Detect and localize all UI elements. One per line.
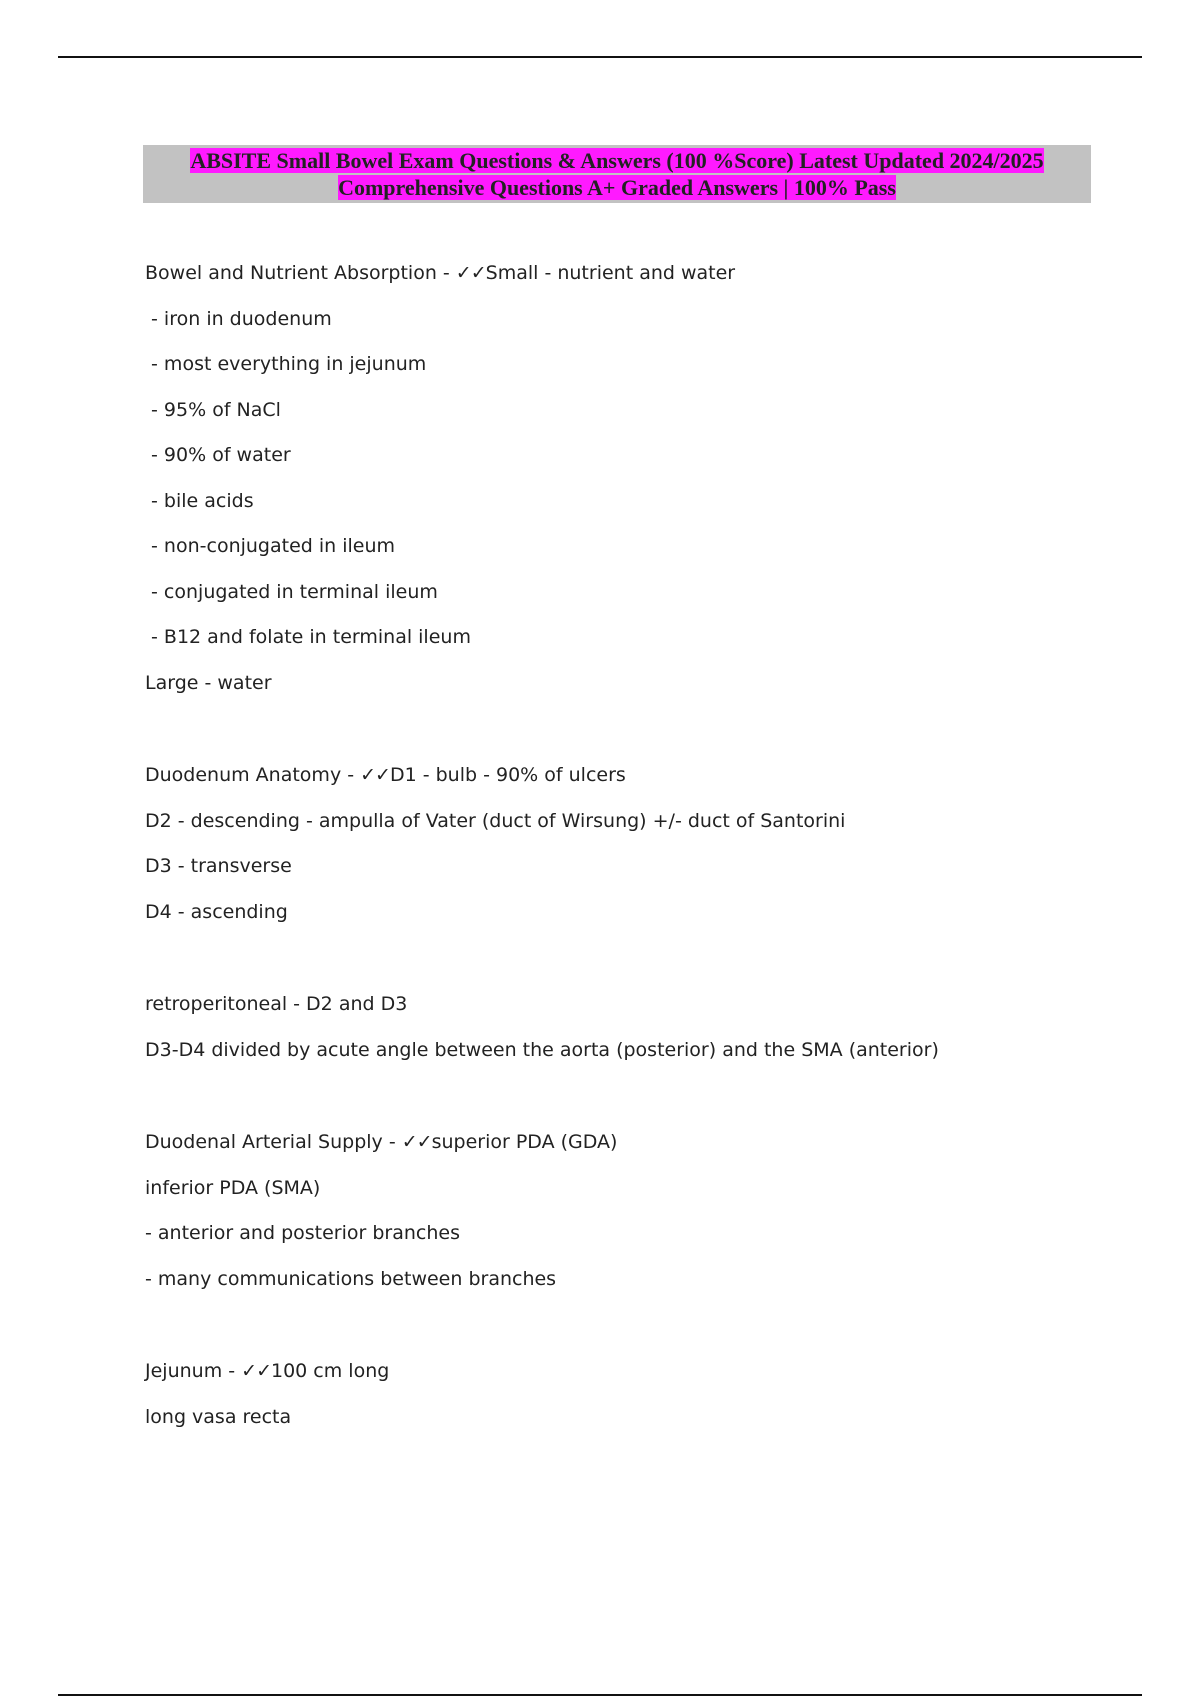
answer-line: - conjugated in terminal ileum (145, 580, 438, 603)
document-title (143, 147, 1091, 201)
answer-line: D4 - ascending (145, 900, 288, 923)
answer-line: - most everything in jejunum (145, 353, 427, 375)
answer-line: D3-D4 divided by acute angle between the aorta (posterior) and the SMA (anterior) (145, 1038, 939, 1061)
answer-line: - anterior and posterior branches (145, 1222, 460, 1244)
double-check-icon: ✓✓ (401, 1131, 432, 1153)
qa-question: Jejunum - ✓✓100 cm long (145, 1360, 390, 1382)
answer-line: D2 - descending - ampulla of Vater (duct of Wirsung) +/- duct of Santorini (145, 809, 846, 832)
document-body (145, 262, 1125, 1451)
answer-line: - non-conjugated in ileum (145, 535, 396, 557)
answer-line: Large - water (145, 671, 272, 694)
qa-question: Duodenum Anatomy - ✓✓D1 - bulb - 90% of ulcers (145, 764, 626, 786)
title-line-2: Comprehensive Questions A+ Graded Answers | 100% Pass (338, 175, 896, 200)
answer-line: - 95% of NaCl (145, 398, 281, 421)
bottom-rule (58, 1694, 1142, 1696)
title-line-1: ABSITE Small Bowel Exam Questions & Answers (100 %Score) Latest Updated 2024/2025 (190, 148, 1044, 173)
answer-line: long vasa recta (145, 1405, 292, 1428)
answer-line: - 90% of water (145, 444, 291, 466)
answer-line: - bile acids (145, 489, 254, 512)
double-check-icon: ✓✓ (360, 764, 390, 786)
answer-line: - B12 and folate in terminal ileum (145, 626, 471, 648)
answer-line: D3 - transverse (145, 855, 292, 877)
answer-line: retroperitoneal - D2 and D3 (145, 993, 408, 1015)
double-check-icon: ✓✓ (241, 1360, 271, 1382)
answer-line: - iron in duodenum (145, 307, 332, 330)
answer-line: - many communications between branches (145, 1267, 557, 1290)
qa-question: Bowel and Nutrient Absorption - ✓✓Small - nutrient and water (145, 262, 736, 284)
double-check-icon: ✓✓ (455, 262, 486, 284)
answer-line: inferior PDA (SMA) (145, 1176, 321, 1199)
top-rule (58, 56, 1142, 58)
qa-question: Duodenal Arterial Supply - ✓✓superior PDA (GDA) (145, 1131, 618, 1153)
